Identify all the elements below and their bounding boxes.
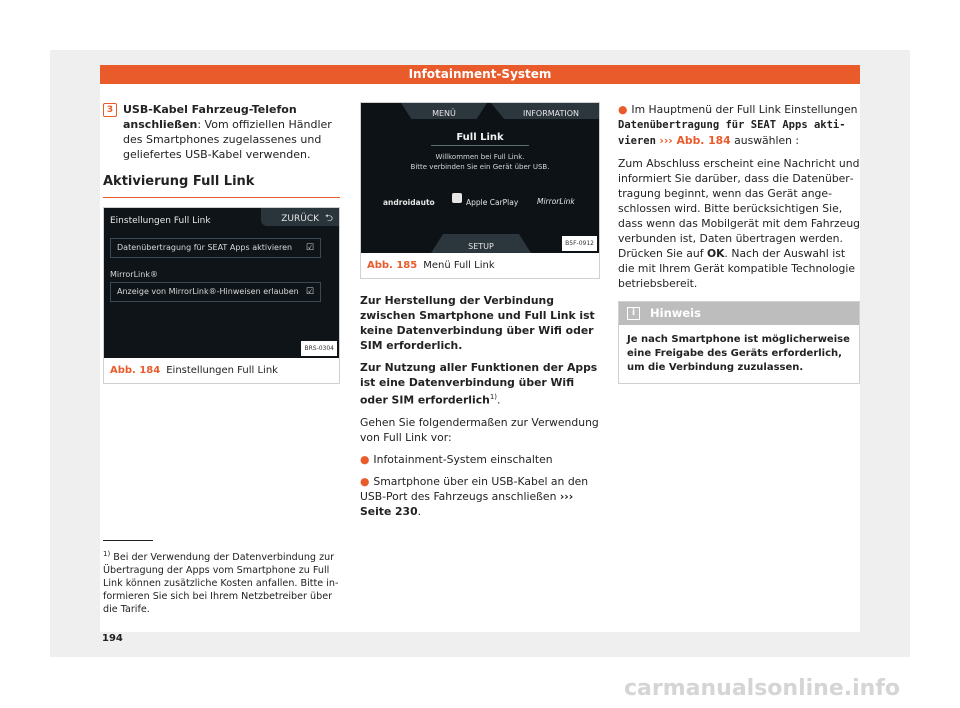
figure-reference-link[interactable]: ››› Abb. 184 bbox=[659, 134, 731, 147]
welcome-line-1: Willkommen bei Full Link. bbox=[435, 153, 525, 161]
caption-text: Menü Full Link bbox=[423, 260, 495, 271]
back-button[interactable]: ZURÜCK bbox=[281, 214, 319, 224]
info-paragraph-3: Gehen Sie folgendermaßen zur Verwendung von Full Link vor: bbox=[360, 415, 599, 444]
setting-row-data-transfer[interactable] bbox=[110, 238, 321, 258]
settings-screen bbox=[104, 208, 339, 358]
mirrorlink-option[interactable]: MirrorLink bbox=[537, 197, 575, 206]
footnote: $^{1)}$ Bei der Verwendung der Datenverbindung zur Übertragung der Apps vom Smartphone zu Full Link können zusätzliche Kosten anfallen. Bitte informieren Sie sich bei Ihrem Netzbetreiber über die Tarife. bbox=[103, 550, 339, 616]
figure-184 bbox=[103, 207, 340, 384]
bullet-3: ● Im Hauptmenü der Full Link Einstellungen Datenübertragung für SEAT Apps aktivieren ››› Abb. 184 auswählen : bbox=[618, 103, 858, 147]
setting-label: Datenübertragung für SEAT Apps aktivieren bbox=[117, 243, 293, 252]
figure-185 bbox=[360, 102, 600, 279]
carplay-option[interactable]: Apple CarPlay bbox=[466, 198, 519, 207]
column-right bbox=[618, 102, 860, 384]
checkbox-icon[interactable]: ☑ bbox=[305, 243, 314, 253]
column-middle: MENÜ INFORMATION Full Link Willkommen bei Full Link. Bitte verbinden Sie ein Gerät über USB. androidauto Apple CarPlay MirrorLink SETUP B5F-0912 Abb. 185 Menü Full Link Zur Herstellung der Verbindung zwischen Smartphone und Full Link ist keine Datenverbindung über Wifi oder SIM erforderlich. Zur Nutzung aller Funktionen der Apps ist eine Datenverbindung über Wifi oder SIM erforderlich$^{1)}$. Gehen Sie folgendermaßen zur Verwendung von Full Link vor: ● Infotainment-System einschalten ● Smartphone über ein USB-Kabel an den USB-Port des Fahrzeugs anschließen ››› Seite 230. bbox=[360, 102, 600, 526]
figure-code: BRS-0304 bbox=[301, 341, 337, 356]
welcome-line-2: Bitte verbinden Sie ein Gerät über USB. bbox=[410, 163, 550, 171]
android-auto-option[interactable]: androidauto bbox=[383, 198, 435, 207]
step-title: USB-Kabel Fahrzeug-Telefon anschließen bbox=[123, 103, 297, 131]
group-label: MirrorLink® bbox=[110, 270, 158, 279]
caption-label: Abb. 185 bbox=[367, 260, 418, 271]
watermark: carmanualsonline.info bbox=[624, 676, 900, 701]
note-title: Hinweis bbox=[650, 306, 701, 320]
caption-label: Abb. 184 bbox=[110, 365, 161, 376]
page-number: 194 bbox=[102, 633, 123, 644]
section-title: Aktivierung Full Link bbox=[103, 174, 340, 198]
column-left bbox=[103, 102, 340, 384]
page-header: Infotainment-System bbox=[100, 65, 860, 84]
bullet-2: ● Smartphone über ein USB-Kabel an den USB-Port des Fahrzeugs anschließen ››› Seite 230. bbox=[360, 474, 589, 518]
tab-menu[interactable]: MENÜ bbox=[432, 109, 456, 118]
figure-caption bbox=[104, 358, 339, 383]
step-3 bbox=[103, 102, 340, 162]
setting-name: Datenübertragung für SEAT Apps aktivieren bbox=[618, 119, 846, 147]
tab-information[interactable]: INFORMATION bbox=[522, 109, 580, 118]
caption-text: Einstellungen Full Link bbox=[166, 365, 278, 376]
fulllink-screen bbox=[361, 103, 599, 253]
bullet-1: ● Infotainment-System einschalten bbox=[360, 452, 553, 466]
info-paragraph-1: Zur Herstellung der Verbindung zwischen Smartphone und Full Link ist keine Datenverbindung über Wifi oder SIM erforderlich. bbox=[360, 294, 595, 352]
step-text: : Vom offiziellen Händler des Smartphones zugelassenes und geliefertes USB-Kabel verwenden. bbox=[123, 118, 332, 161]
back-arrow-icon[interactable]: ⮌ bbox=[324, 213, 333, 224]
figure-caption bbox=[361, 253, 599, 278]
carplay-icon bbox=[452, 193, 462, 203]
note-text: Je nach Smartphone ist möglicherweise eine Freigabe des Geräts erforderlich, um die Verbindung zuzulassen. bbox=[627, 334, 850, 373]
ok-label: OK bbox=[706, 247, 725, 260]
footnote-divider bbox=[103, 540, 153, 541]
completion-paragraph: Zum Abschluss erscheint eine Nachricht und informiert Sie darüber, dass die Datenübertragung beginnt, wenn das Gerät angeschlossen wird. Bitte berücksichtigen Sie, dass wenn das Mobilgerät mit dem Fahrzeug verbunden ist, Daten übertragen werden. Drücken Sie auf OK. Nach der Auswahl ist die mit Ihrem Gerät kompatible Technologie betriebsbereit. bbox=[618, 157, 861, 290]
screen-title: Full Link bbox=[456, 132, 504, 143]
setting-row-mirrorlink[interactable] bbox=[110, 282, 321, 302]
screen-title: Einstellungen Full Link bbox=[110, 216, 211, 226]
info-icon: i bbox=[627, 307, 640, 320]
note-box bbox=[618, 301, 860, 384]
setting-label: Anzeige von MirrorLink®-Hinweisen erlauben bbox=[117, 287, 299, 296]
figure-code: B5F-0912 bbox=[562, 236, 597, 251]
info-paragraph-2: Zur Nutzung aller Funktionen der Apps ist eine Datenverbindung über Wifi oder SIM erforderlich bbox=[360, 361, 598, 407]
checkbox-icon[interactable]: ☑ bbox=[305, 287, 314, 297]
page-reference-link[interactable]: ››› Seite 230 bbox=[360, 489, 574, 518]
step-number: 3 bbox=[103, 103, 117, 117]
setup-button[interactable]: SETUP bbox=[468, 242, 494, 251]
